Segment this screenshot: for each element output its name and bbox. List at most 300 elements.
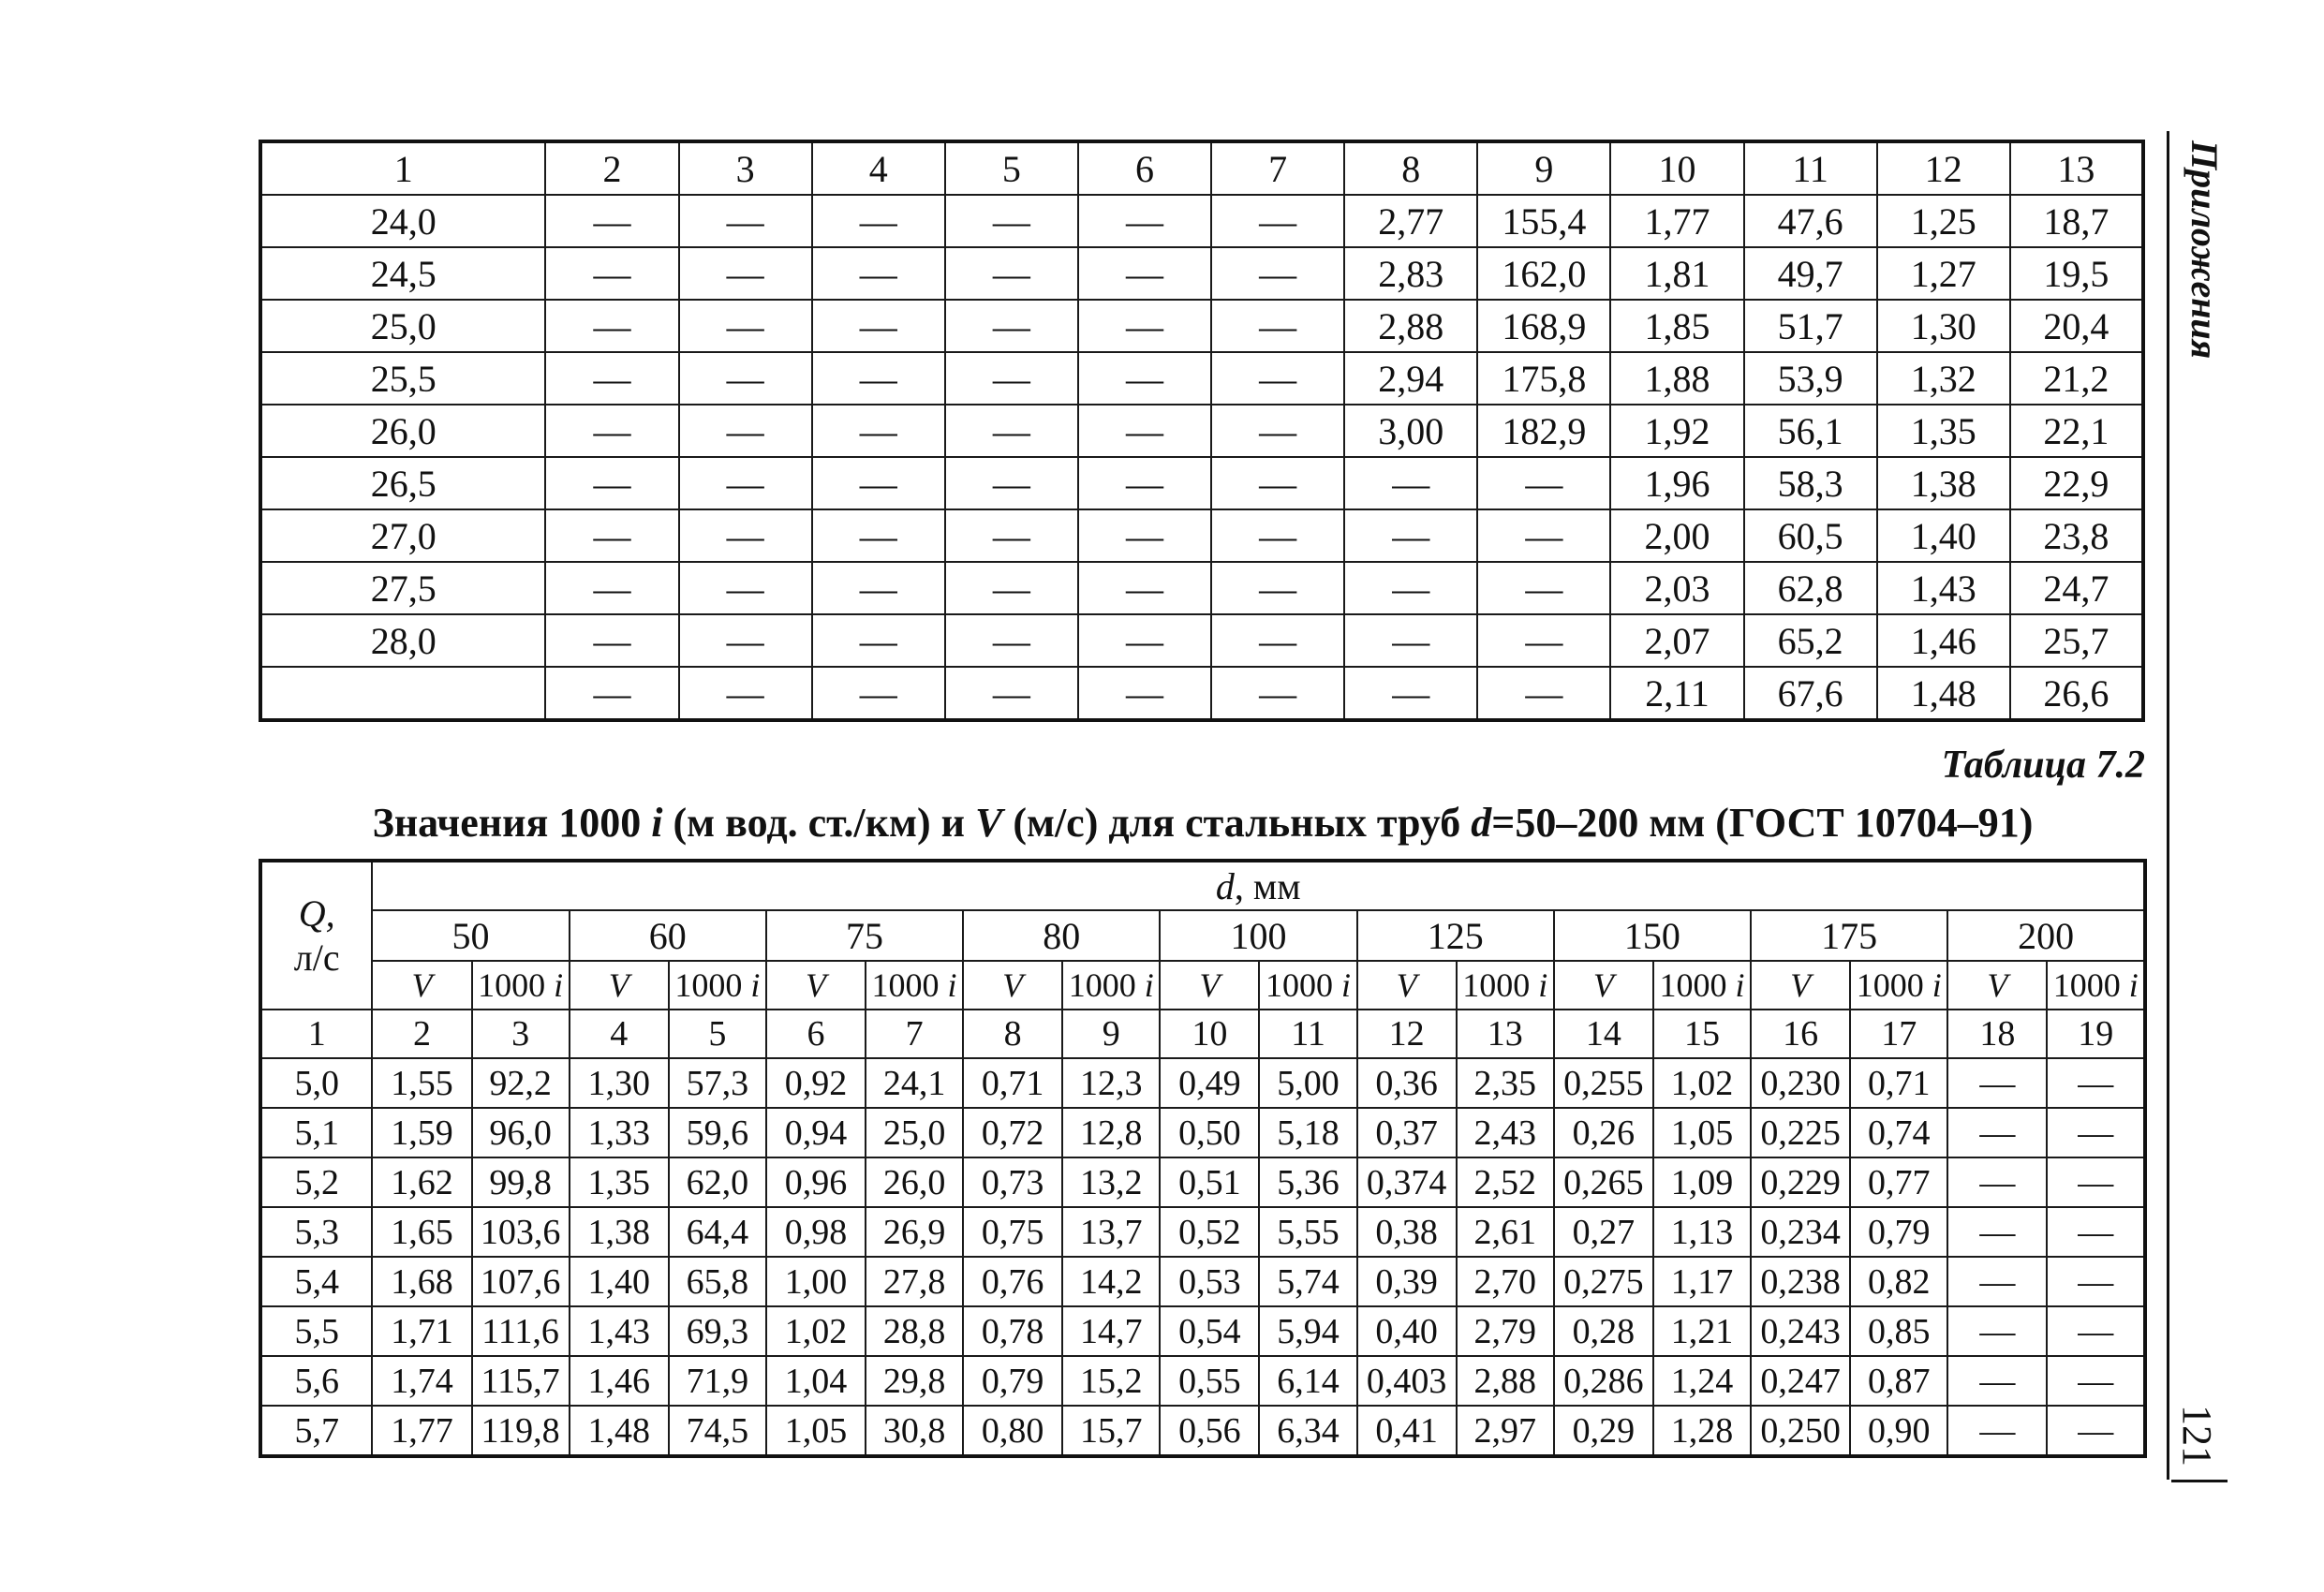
- table-cell: 1,35: [1877, 405, 2010, 457]
- table-cell: —: [1211, 667, 1344, 720]
- diameter-cell: 175: [1751, 910, 1947, 961]
- table-cell: 1,85: [1610, 300, 1743, 352]
- column-number: 6: [1078, 141, 1211, 195]
- table-cell: 5,36: [1259, 1157, 1356, 1207]
- table-cell: 74,5: [669, 1406, 766, 1456]
- table-cell: 0,53: [1160, 1257, 1259, 1306]
- table-cell: 1,43: [1877, 562, 2010, 614]
- table-cell: —: [1078, 562, 1211, 614]
- i-variable: i: [947, 966, 957, 1004]
- table-cell: 0,41: [1357, 1406, 1457, 1456]
- column-number: 8: [963, 1010, 1062, 1058]
- table-cell: —: [812, 562, 945, 614]
- table-cell: 0,94: [766, 1108, 866, 1157]
- column-number: 2: [372, 1010, 471, 1058]
- table-cell: 0,234: [1751, 1207, 1850, 1257]
- table-cell: —: [945, 195, 1078, 247]
- table-row: [260, 1306, 2145, 1356]
- table-cell: —: [2047, 1058, 2145, 1108]
- table-cell: 0,79: [1850, 1207, 1947, 1257]
- table-cell: 58,3: [1744, 457, 1877, 509]
- table-cell: —: [545, 352, 678, 405]
- diameter-cell: 80: [963, 910, 1160, 961]
- table-cell: 2,07: [1610, 614, 1743, 667]
- table-cell: 5,94: [1259, 1306, 1356, 1356]
- table-cell: 0,72: [963, 1108, 1062, 1157]
- d-variable: d: [1215, 864, 1235, 907]
- table-cell: —: [1477, 509, 1610, 562]
- table-row: [260, 1406, 2145, 1456]
- table-cell: 1,65: [372, 1207, 471, 1257]
- table-cell: 2,70: [1457, 1257, 1554, 1306]
- column-number: 11: [1744, 141, 1877, 195]
- column-number: 12: [1357, 1010, 1457, 1058]
- d-unit: , мм: [1234, 864, 1301, 907]
- table-cell: 0,74: [1850, 1108, 1947, 1157]
- table-cell: 1,00: [766, 1257, 866, 1306]
- table-cell: —: [1947, 1207, 2047, 1257]
- column-number: 14: [1554, 1010, 1653, 1058]
- table-cell: —: [679, 247, 812, 300]
- table-cell: 67,6: [1744, 667, 1877, 720]
- column-number: 10: [1160, 1010, 1259, 1058]
- diameter-cell: 75: [766, 910, 963, 961]
- table-cell: 107,6: [472, 1257, 570, 1306]
- head-loss-header: 1000 i: [472, 961, 570, 1010]
- table-cell: 0,71: [1850, 1058, 1947, 1108]
- velocity-header: V: [1160, 961, 1259, 1010]
- table-cell: —: [812, 352, 945, 405]
- table-cell: 1,92: [1610, 405, 1743, 457]
- table-cell: 0,54: [1160, 1306, 1259, 1356]
- table-cell: 1,21: [1653, 1306, 1751, 1356]
- column-number: 7: [866, 1010, 963, 1058]
- head-loss-header: 1000 i: [1259, 961, 1356, 1010]
- table-cell: —: [2047, 1157, 2145, 1207]
- table-cell: 0,29: [1554, 1406, 1653, 1456]
- table-cell: [260, 667, 545, 720]
- table-cell: 2,79: [1457, 1306, 1554, 1356]
- table-cell: 0,98: [766, 1207, 866, 1257]
- column-number: 3: [472, 1010, 570, 1058]
- table-cell: 26,9: [866, 1207, 963, 1257]
- table-cell: 1,05: [1653, 1108, 1751, 1157]
- table-cell: 12,8: [1062, 1108, 1160, 1157]
- header-row-d: [260, 861, 2145, 910]
- table-cell: 1,30: [1877, 300, 2010, 352]
- column-number: 13: [2010, 141, 2143, 195]
- table-cell: 0,27: [1554, 1207, 1653, 1257]
- diameter-cell: 50: [372, 910, 569, 961]
- table-cell: 0,37: [1357, 1108, 1457, 1157]
- i-variable: i: [750, 966, 761, 1004]
- table-cell: —: [1078, 509, 1211, 562]
- table-cell: 24,0: [260, 195, 545, 247]
- velocity-header: V: [963, 961, 1062, 1010]
- title-variable: i: [651, 800, 663, 846]
- table-cell: 56,1: [1744, 405, 1877, 457]
- i-variable: i: [554, 966, 564, 1004]
- column-number: 12: [1877, 141, 2010, 195]
- table-cell: 2,88: [1457, 1356, 1554, 1406]
- i-variable: i: [1932, 966, 1942, 1004]
- table-cell: 59,6: [669, 1108, 766, 1157]
- table-cell: 1,38: [570, 1207, 669, 1257]
- table-cell: 6,14: [1259, 1356, 1356, 1406]
- head-loss-header: 1000 i: [866, 961, 963, 1010]
- table-row: [260, 1157, 2145, 1207]
- table-cell: 92,2: [472, 1058, 570, 1108]
- table-cell: —: [1344, 457, 1477, 509]
- table-cell: 1,17: [1653, 1257, 1751, 1306]
- table-cell: 99,8: [472, 1157, 570, 1207]
- column-number: 1: [260, 141, 545, 195]
- table-cell: 6,34: [1259, 1406, 1356, 1456]
- table-row: [260, 405, 2143, 457]
- table-cell: 1,09: [1653, 1157, 1751, 1207]
- table-cell: 1,40: [1877, 509, 2010, 562]
- diameter-cell: 60: [570, 910, 766, 961]
- table-cell: —: [679, 352, 812, 405]
- table-cell: 0,38: [1357, 1207, 1457, 1257]
- table-cell: —: [1947, 1257, 2047, 1306]
- table-cell: —: [1211, 509, 1344, 562]
- table-cell: 0,73: [963, 1157, 1062, 1207]
- page-number: 121: [2174, 1405, 2220, 1467]
- velocity-header: V: [766, 961, 866, 1010]
- table-cell: —: [1078, 195, 1211, 247]
- table-cell: —: [2047, 1207, 2145, 1257]
- table-cell: 1,48: [570, 1406, 669, 1456]
- table-cell: 1,96: [1610, 457, 1743, 509]
- table-cell: 96,0: [472, 1108, 570, 1157]
- table-cell: —: [812, 614, 945, 667]
- column-number: 16: [1751, 1010, 1850, 1058]
- table-cell: 1,62: [372, 1157, 471, 1207]
- table-cell: 1,04: [766, 1356, 866, 1406]
- table-cell: —: [1211, 405, 1344, 457]
- table-cell: 0,79: [963, 1356, 1062, 1406]
- table-row: [260, 667, 2143, 720]
- table-cell: —: [545, 509, 678, 562]
- table-cell: —: [679, 457, 812, 509]
- table-cell: —: [1211, 352, 1344, 405]
- table-cell: —: [679, 667, 812, 720]
- table-cell: —: [812, 509, 945, 562]
- table-cell: —: [1947, 1058, 2047, 1108]
- table-cell: 0,225: [1751, 1108, 1850, 1157]
- table-cell: —: [679, 195, 812, 247]
- table-cell: —: [1477, 667, 1610, 720]
- table-cell: 0,40: [1357, 1306, 1457, 1356]
- table-cell: —: [812, 405, 945, 457]
- table-cell: —: [1078, 667, 1211, 720]
- table-cell: 1,55: [372, 1058, 471, 1108]
- table-cell: 5,00: [1259, 1058, 1356, 1108]
- table-row: [260, 1058, 2145, 1108]
- table-cell: 3,00: [1344, 405, 1477, 457]
- table-cell: 0,26: [1554, 1108, 1653, 1157]
- table-cell: 24,5: [260, 247, 545, 300]
- table-cell: 26,5: [260, 457, 545, 509]
- table-cell: 13,2: [1062, 1157, 1160, 1207]
- table-cell: 0,96: [766, 1157, 866, 1207]
- table-cell: 1,24: [1653, 1356, 1751, 1406]
- table-cell: 25,0: [260, 300, 545, 352]
- table-cell: 5,1: [260, 1108, 372, 1157]
- table-row: [260, 1257, 2145, 1306]
- table-cell: 0,76: [963, 1257, 1062, 1306]
- table-cell: 1,43: [570, 1306, 669, 1356]
- velocity-header: V: [372, 961, 471, 1010]
- table-cell: 28,0: [260, 614, 545, 667]
- table-cell: 1,02: [766, 1306, 866, 1356]
- column-number: 4: [812, 141, 945, 195]
- table-cell: 53,9: [1744, 352, 1877, 405]
- table-cell: 2,11: [1610, 667, 1743, 720]
- table-cell: 1,46: [570, 1356, 669, 1406]
- table-cell: 5,2: [260, 1157, 372, 1207]
- table-cell: 0,265: [1554, 1157, 1653, 1207]
- table-cell: 26,6: [2010, 667, 2143, 720]
- section-label: Приложения: [2183, 140, 2226, 360]
- table-cell: 5,74: [1259, 1257, 1356, 1306]
- column-number: 8: [1344, 141, 1477, 195]
- table-cell: 0,374: [1357, 1157, 1457, 1207]
- head-loss-header: 1000 i: [1850, 961, 1947, 1010]
- head-loss-header: 1000 i: [1062, 961, 1160, 1010]
- table-cell: —: [1211, 195, 1344, 247]
- table-row: [260, 195, 2143, 247]
- table-cell: 1,46: [1877, 614, 2010, 667]
- table-cell: 0,50: [1160, 1108, 1259, 1157]
- table-cell: 155,4: [1477, 195, 1610, 247]
- i-variable: i: [1735, 966, 1745, 1004]
- table-cell: —: [1947, 1306, 2047, 1356]
- table-cell: 20,4: [2010, 300, 2143, 352]
- table-cell: 1,88: [1610, 352, 1743, 405]
- table-cell: 1,05: [766, 1406, 866, 1456]
- table-cell: —: [1947, 1406, 2047, 1456]
- table-cell: 0,243: [1751, 1306, 1850, 1356]
- table-cell: —: [545, 562, 678, 614]
- table-cell: —: [1078, 247, 1211, 300]
- column-number: 4: [570, 1010, 669, 1058]
- table-cell: 65,8: [669, 1257, 766, 1306]
- table-cell: 22,1: [2010, 405, 2143, 457]
- table-cell: 2,94: [1344, 352, 1477, 405]
- table-cell: —: [2047, 1108, 2145, 1157]
- q-header: [260, 861, 372, 1010]
- table-cell: 25,0: [866, 1108, 963, 1157]
- diameter-cell: 150: [1554, 910, 1751, 961]
- table-row: [260, 247, 2143, 300]
- column-number: 17: [1850, 1010, 1947, 1058]
- table-cell: 0,78: [963, 1306, 1062, 1356]
- diameter-row: [260, 910, 2145, 961]
- table-cell: —: [812, 667, 945, 720]
- column-number: 9: [1062, 1010, 1160, 1058]
- head-loss-header: 1000 i: [1457, 961, 1554, 1010]
- table-cell: 182,9: [1477, 405, 1610, 457]
- table-cell: —: [1211, 562, 1344, 614]
- table-cell: 22,9: [2010, 457, 2143, 509]
- table-cell: 0,80: [963, 1406, 1062, 1456]
- table-cell: 175,8: [1477, 352, 1610, 405]
- table-cell: 119,8: [472, 1406, 570, 1456]
- diameter-cell: 125: [1357, 910, 1554, 961]
- table-cell: —: [1078, 405, 1211, 457]
- table-cell: 23,8: [2010, 509, 2143, 562]
- table-label: Таблица 7.2: [1941, 744, 2145, 787]
- table-cell: 12,3: [1062, 1058, 1160, 1108]
- column-number: 5: [669, 1010, 766, 1058]
- table-row: [260, 614, 2143, 667]
- table-cell: 1,13: [1653, 1207, 1751, 1257]
- column-number: 7: [1211, 141, 1344, 195]
- table-cell: —: [1078, 457, 1211, 509]
- table-cell: 0,238: [1751, 1257, 1850, 1306]
- table-cell: 1,77: [372, 1406, 471, 1456]
- table-cell: —: [812, 195, 945, 247]
- table-cell: —: [1477, 614, 1610, 667]
- column-number: 2: [545, 141, 678, 195]
- table-cell: —: [679, 614, 812, 667]
- table-cell: 0,55: [1160, 1356, 1259, 1406]
- table-cell: 0,229: [1751, 1157, 1850, 1207]
- table-cell: —: [945, 352, 1078, 405]
- table-cell: 1,35: [570, 1157, 669, 1207]
- table-cell: 1,02: [1653, 1058, 1751, 1108]
- column-number-row: [260, 1010, 2145, 1058]
- table-row: [260, 1207, 2145, 1257]
- head-loss-header: 1000 i: [669, 961, 766, 1010]
- table-cell: 1,68: [372, 1257, 471, 1306]
- table-cell: —: [545, 247, 678, 300]
- table-cell: 24,7: [2010, 562, 2143, 614]
- velocity-header: V: [570, 961, 669, 1010]
- table-cell: —: [1344, 509, 1477, 562]
- table-cell: 5,4: [260, 1257, 372, 1306]
- table-cell: 5,18: [1259, 1108, 1356, 1157]
- table-cell: 15,7: [1062, 1406, 1160, 1456]
- table-cell: 2,35: [1457, 1058, 1554, 1108]
- table-cell: —: [1078, 352, 1211, 405]
- table-cell: 25,5: [260, 352, 545, 405]
- table-cell: —: [1344, 562, 1477, 614]
- table-cell: 49,7: [1744, 247, 1877, 300]
- i-variable: i: [1538, 966, 1548, 1004]
- table-cell: 2,52: [1457, 1157, 1554, 1207]
- table-cell: —: [2047, 1257, 2145, 1306]
- table-cell: 103,6: [472, 1207, 570, 1257]
- velocity-header: V: [1554, 961, 1653, 1010]
- table-cell: 1,27: [1877, 247, 2010, 300]
- table-cell: —: [545, 300, 678, 352]
- table-cell: 0,92: [766, 1058, 866, 1108]
- diameter-cell: 100: [1160, 910, 1356, 961]
- table-cell: 168,9: [1477, 300, 1610, 352]
- table-cell: 30,8: [866, 1406, 963, 1456]
- table-cell: 115,7: [472, 1356, 570, 1406]
- table-cell: 5,55: [1259, 1207, 1356, 1257]
- subheader-row: [260, 961, 2145, 1010]
- table-cell: 18,7: [2010, 195, 2143, 247]
- table-cell: 0,52: [1160, 1207, 1259, 1257]
- table-cell: 27,0: [260, 509, 545, 562]
- head-loss-header: 1000 i: [2047, 961, 2145, 1010]
- table-cell: —: [679, 509, 812, 562]
- table-cell: —: [2047, 1356, 2145, 1406]
- table-cell: —: [945, 562, 1078, 614]
- table-cell: —: [945, 509, 1078, 562]
- table-cell: 5,3: [260, 1207, 372, 1257]
- table-cell: 0,51: [1160, 1157, 1259, 1207]
- table-cell: 27,8: [866, 1257, 963, 1306]
- table-cell: —: [945, 457, 1078, 509]
- table-cell: —: [1344, 667, 1477, 720]
- table-cell: 0,49: [1160, 1058, 1259, 1108]
- table-cell: —: [1477, 457, 1610, 509]
- d-header: [372, 861, 2145, 910]
- table-cell: 0,403: [1357, 1356, 1457, 1406]
- table-cell: 0,247: [1751, 1356, 1850, 1406]
- velocity-header: V: [1357, 961, 1457, 1010]
- table-cell: —: [812, 300, 945, 352]
- table-cell: 5,5: [260, 1306, 372, 1356]
- table-cell: 0,28: [1554, 1306, 1653, 1356]
- table-cell: 1,40: [570, 1257, 669, 1306]
- table-cell: 1,33: [570, 1108, 669, 1157]
- column-number: 3: [679, 141, 812, 195]
- column-number: 6: [766, 1010, 866, 1058]
- table-row: [260, 1356, 2145, 1406]
- table-cell: —: [545, 457, 678, 509]
- table-row: [260, 562, 2143, 614]
- table-cell: 27,5: [260, 562, 545, 614]
- table-row: [260, 509, 2143, 562]
- table-cell: 26,0: [260, 405, 545, 457]
- table-cell: —: [945, 300, 1078, 352]
- q-unit: л/с: [293, 936, 340, 979]
- table-cell: 69,3: [669, 1306, 766, 1356]
- column-number: 15: [1653, 1010, 1751, 1058]
- table-cell: 1,59: [372, 1108, 471, 1157]
- column-number: 11: [1259, 1010, 1356, 1058]
- table-cell: —: [945, 247, 1078, 300]
- table-cell: 62,0: [669, 1157, 766, 1207]
- table-cell: 0,230: [1751, 1058, 1850, 1108]
- table-cell: —: [1947, 1108, 2047, 1157]
- table-cell: 0,255: [1554, 1058, 1653, 1108]
- velocity-header: V: [1947, 961, 2047, 1010]
- table-cell: 15,2: [1062, 1356, 1160, 1406]
- table-cell: 0,85: [1850, 1306, 1947, 1356]
- table-cell: 1,28: [1653, 1406, 1751, 1456]
- steel-pipe-table: [259, 859, 2147, 1458]
- table-cell: —: [1211, 247, 1344, 300]
- table-cell: 64,4: [669, 1207, 766, 1257]
- title-variable: d: [1471, 800, 1492, 846]
- table-cell: 26,0: [866, 1157, 963, 1207]
- table-cell: 0,275: [1554, 1257, 1653, 1306]
- table-cell: 2,03: [1610, 562, 1743, 614]
- table-cell: —: [1477, 562, 1610, 614]
- velocity-header: V: [1751, 961, 1850, 1010]
- table-cell: 47,6: [1744, 195, 1877, 247]
- table-cell: 162,0: [1477, 247, 1610, 300]
- table-cell: —: [1211, 614, 1344, 667]
